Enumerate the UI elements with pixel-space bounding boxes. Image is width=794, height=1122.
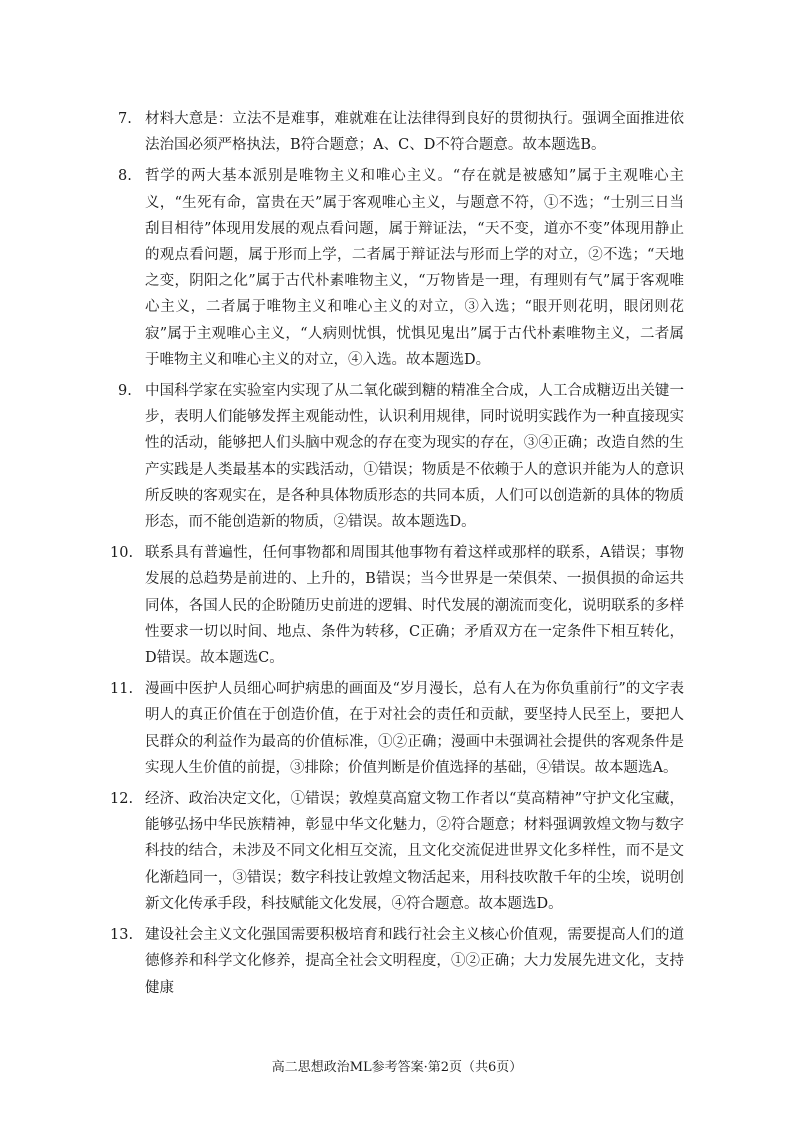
answer-text: 联系具有普遍性，任何事物都和周围其他事物有着这样或那样的联系，A错误；事物发展的总趋势是前进的、上升的，B错误；当今世界是一荣俱荣、一损俱损的命运共同体，各国人民的企盼随历史前进的逻辑、时代发展的潮流而变化，说明联系的多样性要求一切以时间、地点、条件为转移，C正确；矛盾双方在一定条件下相互转化，D错误。故本题选C。: [145, 545, 684, 667]
answer-number: 10.: [110, 545, 134, 562]
answer-item-7: [0, 106, 794, 158]
answer-text: 建设社会主义文化强国需要积极培育和践行社会主义核心价值观，需要提高人们的道德修养和科学文化修养，提高全社会文明程度，①②正确；大力发展先进文化，支持健康: [145, 927, 684, 996]
answer-item-13: [0, 922, 794, 1001]
answer-text: 中国科学家在实验室内实现了从二氧化碳到糖的精准全合成，人工合成糖迈出关键一步，表明人们能够发挥主观能动性，认识利用规律，同时说明实践作为一种直接现实性的活动，能够把人们头脑中观念的存在变为现实的存在，③④正确；改造自然的生产实践是人类最基本的实践活动，①错误；物质是不依赖于人的意识并能为人的意识所反映的客观实在，是各种具体物质形态的共同本质，人们可以创造新的具体的物质形态，而不能创造新的物质，②错误。故本题选D。: [145, 383, 684, 531]
answer-item-10: [0, 540, 794, 671]
answer-item-9: [0, 378, 794, 535]
answer-item-11: [0, 676, 794, 781]
answer-text: 材料大意是：立法不是难事，难就难在让法律得到良好的贯彻执行。强调全面推进依法治国必须严格执法，B符合题意；A、C、D不符合题意。故本题选B。: [145, 111, 684, 154]
answer-text: 哲学的两大基本派别是唯物主义和唯心主义。“存在就是被感知”属于主观唯心主义，“生死有命，富贵在天”属于客观唯心主义，与题意不符，①不选；“士别三日当刮目相待”体现用发展的观点看问题，属于辩证法，“天不变，道亦不变”体现用静止的观点看问题，属于形而上学，二者属于辩证法与形而上学的对立，②不选；“天地之变，阴阳之化”属于古代朴素唯物主义，“万物皆是一理，有理则有气”属于客观唯心主义，二者属于唯物主义和唯心主义的对立，③入选；“眼开则花明，眼闭则花寂”属于主观唯心主义，“人病则忧惧，忧惧见鬼出”属于古代朴素唯物主义，二者属于唯物主义和唯心主义的对立，④入选。故本题选D。: [145, 168, 684, 368]
answer-item-12: [0, 786, 794, 917]
page-footer: 高二思想政治ML参考答案·第2页（共6页）: [271, 1060, 523, 1075]
answer-list: [0, 106, 794, 1006]
answer-number: 8.: [118, 168, 132, 185]
answer-text: 漫画中医护人员细心呵护病患的画面及“岁月漫长，总有人在为你负重前行”的文字表明人的真正价值在于创造价值，在于对社会的责任和贡献，要坚持人民至上，要把人民群众的利益作为最高的价值标准，①②正确；漫画中未强调社会提供的客观条件是实现人生价值的前提，③排除；价值判断是价值选择的基础，④错误。故本题选A。: [145, 681, 684, 776]
answer-item-8: [0, 163, 794, 373]
answer-number: 9.: [118, 383, 132, 400]
answer-text: 经济、政治决定文化，①错误；敦煌莫高窟文物工作者以“莫高精神”守护文化宝藏，能够弘扬中华民族精神，彰显中华文化魅力，②符合题意；材料强调敦煌文物与数字科技的结合，未涉及不同文化相互交流，且文化交流促进世界文化多样性，而不是文化渐趋同一，③错误；数字科技让敦煌文物活起来，用科技吹散千年的尘埃，说明创新文化传承手段，科技赋能文化发展，④符合题意。故本题选D。: [145, 791, 684, 912]
answer-number: 11.: [110, 681, 134, 698]
answer-number: 13.: [110, 927, 134, 944]
answer-number: 12.: [110, 791, 134, 808]
answer-number: 7.: [118, 111, 132, 127]
